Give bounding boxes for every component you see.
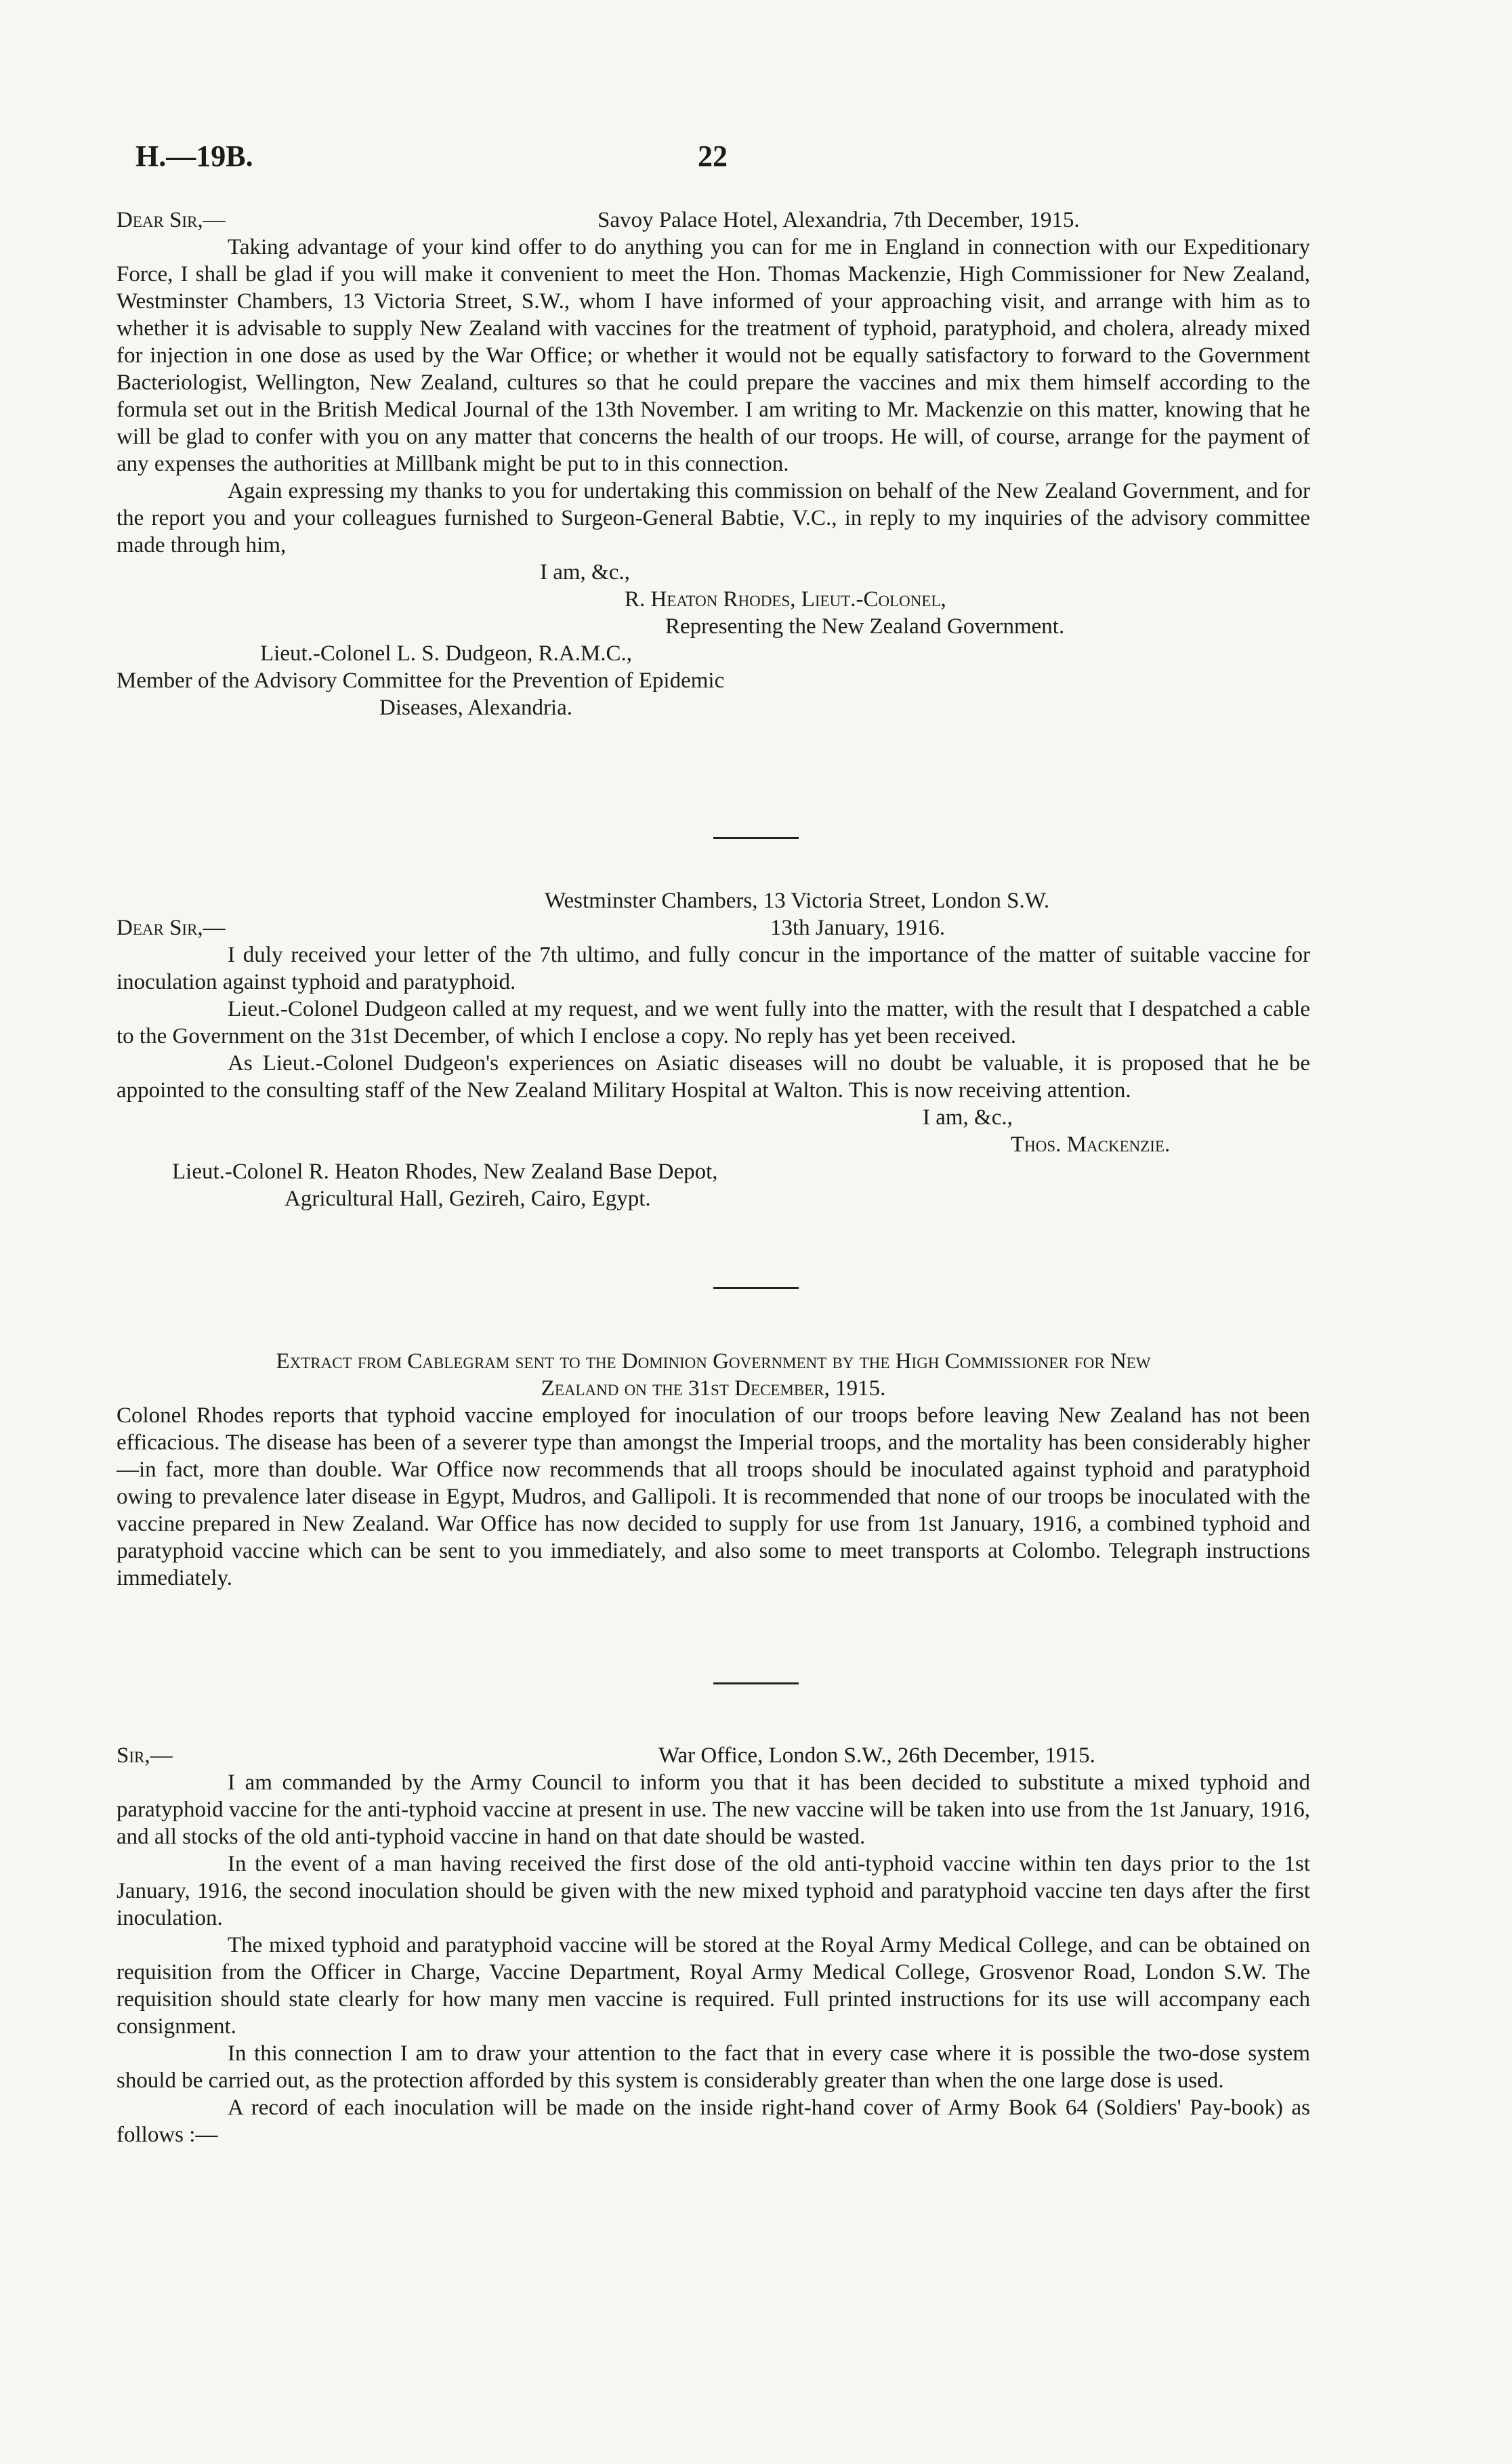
paragraph: Taking advantage of your kind offer to do anything you can for me in England in connection with our Expeditionary Force, I shall be glad if you will make it convenient to meet the Hon. Thomas Mackenzie, High Commissioner for New Zealand, Westminster Chambers, 13 Victoria Street, S.W., whom I have informed of your approaching visit, and arrange with him as to whether it is advisable to supply New Zealand with vaccines for the treatment of typhoid, paratyphoid, and cholera, already mixed for injection in one dose as used by the War Office; or whether it would not be equally satisfactory to forward to the Government Bacteriologist, Wellington, New Zealand, cultures so that he could prepare the vaccines and mix them himself according to the formula set out in the British Medical Journal of the 13th November. I am writing to Mr. Mackenzie on this matter, knowing that he will be glad to confer with you on any matter that concerns the health of our troops. He will, of course, arrange for the payment of any expenses the authorities at Millbank might be put to in this connection.	[117, 235, 1310, 476]
cablegram-extract	[117, 1348, 1310, 1592]
place: Westminster Chambers, 13 Victoria Street, London S.W.	[545, 889, 1050, 913]
paragraph: As Lieut.-Colonel Dudgeon's experiences on Asiatic diseases will no doubt be valuable, it is proposed that he be appointed to the consulting staff of the New Zealand Military Hospital at Walton. This is now receiving attention.	[117, 1051, 1310, 1103]
place-date: War Office, London S.W., 26th December, 1915.	[658, 1743, 1095, 1768]
signature-title: Representing the New Zealand Government.	[665, 614, 1065, 639]
salutation: Sir,—	[117, 1743, 173, 1768]
closing: I am, &c.,	[540, 560, 630, 585]
addressee-line: Diseases, Alexandria.	[379, 696, 572, 720]
paragraph: In this connection I am to draw your attention to the fact that in every case where it is possible the two-dose system should be carried out, as the protection afforded by this system is considerably greater than when the one large dose is used.	[117, 2041, 1310, 2093]
salutation: Dear Sir,—	[117, 916, 226, 940]
paragraph: In the event of a man having received the first dose of the old anti-typhoid vaccine within ten days prior to the 1st January, 1916, the second inoculation should be given with the new mixed typhoid and paratyphoid vaccine ten days after the first inoculation.	[117, 1852, 1310, 1930]
date: 13th January, 1916.	[770, 916, 946, 940]
addressee-line: Member of the Advisory Committee for the Prevention of Epidemic	[117, 668, 725, 693]
paragraph: Lieut.-Colonel Dudgeon called at my request, and we went fully into the matter, with the result that I despatched a cable to the Government on the 31st December, of which I enclose a copy. No reply has yet been received.	[117, 997, 1310, 1048]
paragraph: I duly received your letter of the 7th ultimo, and fully concur in the importance of the matter of suitable vaccine for inoculation against typhoid and paratyphoid.	[117, 943, 1310, 994]
letter-rhodes-to-dudgeon	[117, 207, 1310, 721]
signature: R. Heaton Rhodes, Lieut.-Colonel,	[625, 587, 946, 612]
addressee-line: Agricultural Hall, Gezireh, Cairo, Egypt.	[285, 1187, 651, 1211]
place-date: Savoy Palace Hotel, Alexandria, 7th December, 1915.	[597, 208, 1080, 232]
letter-war-office	[117, 1742, 1310, 2148]
addressee-line: Lieut.-Colonel R. Heaton Rhodes, New Zealand Base Depot,	[172, 1160, 718, 1184]
extract-heading: Zealand on the 31st December, 1915.	[541, 1376, 886, 1401]
salutation: Dear Sir,—	[117, 208, 226, 232]
document-reference: H.—19B.	[135, 140, 253, 173]
paragraph: A record of each inoculation will be made on the inside right-hand cover of Army Book 64 (Soldiers' Pay-book) as follows :—	[117, 2096, 1310, 2147]
paragraph: Again expressing my thanks to you for undertaking this commission on behalf of the New Zealand Government, and for the report you and your colleagues furnished to Surgeon-General Babtie, V.C., in reply to my inquiries of the advisory committee made through him,	[117, 479, 1310, 557]
signature: Thos. Mackenzie.	[1011, 1132, 1171, 1157]
section-divider	[0, 837, 1512, 839]
section-divider	[0, 1682, 1512, 1684]
extract-body: Colonel Rhodes reports that typhoid vaccine employed for inoculation of our troops before leaving New Zealand has not been efficacious. The disease has been of a severer type than amongst the Imperial troops, and the mortality has been considerably higher—in fact, more than double. War Office now recommends that all troops should be inoculated against typhoid and paratyphoid owing to prevalence later disease in Egypt, Mudros, and Gallipoli. It is recommended that none of our troops be inoculated with the vaccine prepared in New Zealand. War Office has now decided to supply for use from 1st January, 1916, a combined typhoid and paratyphoid vaccine which can be sent to you immediately, and also some to meet transports at Colombo. Telegraph instructions immediately.	[117, 1403, 1310, 1590]
closing: I am, &c.,	[923, 1105, 1013, 1130]
paragraph: I am commanded by the Army Council to inform you that it has been decided to substitute a mixed typhoid and paratyphoid vaccine for the anti-typhoid vaccine at present in use. The new vaccine will be taken into use from the 1st January, 1916, and all stocks of the old anti-typhoid vaccine in hand on that date should be wasted.	[117, 1770, 1310, 1849]
addressee-line: Lieut.-Colonel L. S. Dudgeon, R.A.M.C.,	[260, 641, 633, 666]
letter-mackenzie-to-rhodes	[117, 887, 1310, 1212]
page-number: 22	[698, 140, 728, 173]
paragraph: The mixed typhoid and paratyphoid vaccine will be stored at the Royal Army Medical College, and can be obtained on requisition from the Officer in Charge, Vaccine Department, Royal Army Medical College, Grosvenor Road, London S.W. The requisition should state clearly for how many men vaccine is required. Full printed instructions for its use will accompany each consignment.	[117, 1933, 1310, 2039]
extract-heading: Extract from Cablegram sent to the Dominion Government by the High Commissioner for New	[276, 1349, 1151, 1374]
section-divider	[0, 1287, 1512, 1289]
